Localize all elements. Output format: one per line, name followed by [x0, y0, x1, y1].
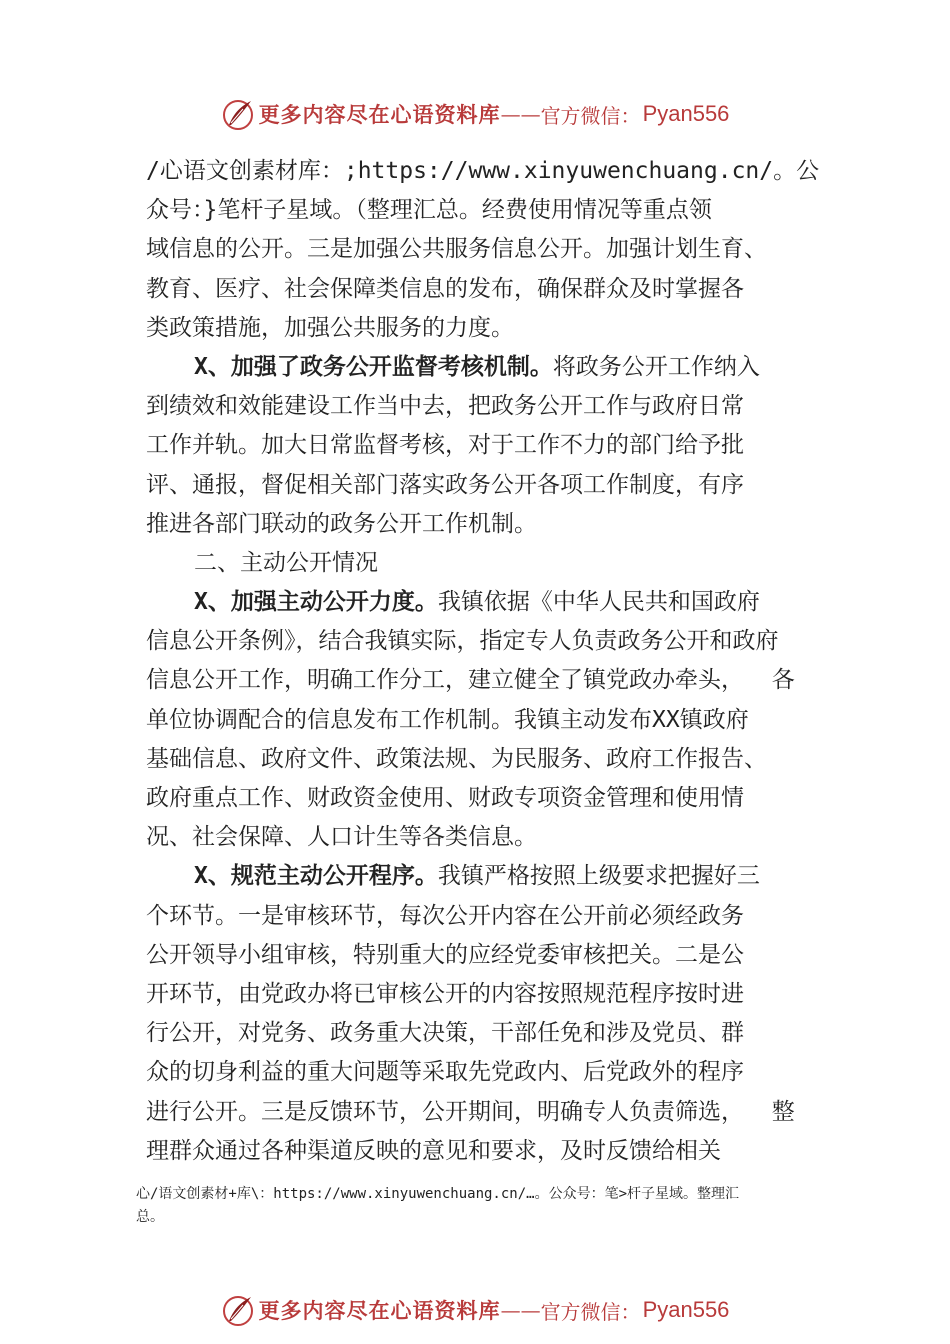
banner-label: 官方微信： — [540, 103, 641, 128]
line-text: 推进各部门联动的政务公开工作机制。 — [146, 510, 537, 537]
paragraph-line — [146, 309, 836, 348]
paragraph-line — [146, 505, 836, 544]
line-text: 单位协调配合的信息发布工作机制。我镇主动发布XX镇政府 — [146, 706, 749, 733]
quill-logo-icon — [221, 1293, 255, 1327]
paragraph-line — [146, 230, 836, 269]
line-text: 个环节。一是审核环节，每次公开内容在公开前必须经政务 — [146, 902, 744, 929]
paragraph-line — [146, 426, 836, 465]
banner-wechat-id: Pyan556 — [642, 101, 730, 126]
footer-banner — [0, 1288, 950, 1332]
line-text: 信息公开条例》，结合我镇实际，指定专人负责政务公开和政府 — [146, 628, 779, 655]
paragraph-line — [146, 583, 836, 622]
paragraph-line — [146, 1014, 836, 1053]
bold-heading: X、规范主动公开程序。 — [194, 863, 438, 890]
paragraph-line — [146, 779, 836, 818]
bold-heading: X、加强了政务公开监督考核机制。 — [194, 353, 553, 380]
paragraph-line — [146, 270, 836, 309]
line-text: 政府重点工作、财政资金使用、财政专项资金管理和使用情 — [146, 785, 744, 811]
paragraph-line — [146, 466, 836, 505]
line-text: 到绩效和效能建设工作当中去，把政务公开工作与政府日常 — [146, 393, 744, 420]
page-footer — [136, 1183, 836, 1229]
paragraph-line — [146, 622, 836, 661]
line-text: 我镇依据《中华人民共和国政府 — [437, 589, 760, 616]
line-text: 我镇严格按照上级要求把握好三 — [437, 863, 760, 890]
paragraph-line — [146, 897, 836, 936]
banner-separator: —— — [500, 102, 541, 126]
paragraph-line — [146, 348, 836, 387]
paragraph-line — [146, 1132, 836, 1171]
line-text: 公开领导小组审核，特别重大的应经党委审核把关。二是公 — [146, 941, 744, 968]
line-text: 况、社会保障、人口计生等各类信息。 — [146, 824, 537, 851]
line-text: 信息公开工作，明确工作分工，建立健全了镇党政办牵头， 各 — [146, 667, 795, 694]
paragraph-line — [146, 1093, 836, 1132]
paragraph-line — [146, 387, 836, 426]
paragraph-line — [146, 191, 836, 230]
paragraph-line — [146, 1053, 836, 1092]
paragraph-line — [146, 936, 836, 975]
line-text: 开环节，由党政办将已审核公开的内容按照规范程序按时进 — [146, 980, 744, 1007]
paragraph-line — [146, 975, 836, 1014]
line-text: 域信息的公开。三是加强公共服务信息公开。加强计划生育、 — [146, 236, 767, 263]
paragraph-line — [146, 544, 836, 583]
line-text: 行公开，对党务、政务重大决策，干部任免和涉及党员、群 — [146, 1020, 744, 1047]
footer-line-1: 心/语文创素材+库\：https://www.xinyuwenchuang.cn/…。公众号：笔>杆子星域。整理汇 — [136, 1186, 740, 1202]
banner-title: 更多内容尽在心语资料库 — [258, 1298, 501, 1323]
banner-title: 更多内容尽在心语资料库 — [258, 102, 501, 127]
line-text: 进行公开。三是反馈环节，公开期间，明确专人负责筛选， 整 — [146, 1098, 795, 1125]
line-text: 理群众通过各种渠道反映的意见和要求，及时反馈给相关 — [146, 1137, 721, 1164]
bold-heading: X、加强主动公开力度。 — [194, 589, 438, 616]
document-body — [146, 152, 836, 1171]
quill-logo-icon — [221, 97, 255, 131]
line-text: /心语文创素材库：;https://www.xinyuwenchuang.cn/。公 — [146, 158, 820, 184]
banner-wechat-id: Pyan556 — [642, 1297, 730, 1322]
paragraph-line — [146, 661, 836, 700]
line-text: 教育、医疗、社会保障类信息的发布，确保群众及时掌握各 — [146, 275, 744, 302]
line-text: 将政务公开工作纳入 — [552, 353, 760, 380]
line-text: 类政策措施，加强公共服务的力度。 — [146, 314, 514, 341]
banner-label: 官方微信： — [540, 1299, 641, 1324]
line-text: 工作并轨。加大日常监督考核，对于工作不力的部门给予批 — [146, 432, 744, 459]
line-text: 基础信息、政府文件、政策法规、为民服务、政府工作报告、 — [146, 745, 767, 772]
line-text: 众的切身利益的重大问题等采取先党政内、后党政外的程序 — [146, 1059, 744, 1086]
line-text: 众号：}笔杆子星域。（整理汇总。经费使用情况等重点领 — [146, 197, 712, 224]
banner-separator: —— — [500, 1298, 541, 1322]
paragraph-line — [146, 818, 836, 857]
header-banner — [0, 92, 950, 136]
paragraph-line — [146, 857, 836, 896]
paragraph-line — [146, 152, 836, 191]
line-text: 二、主动公开情况 — [194, 549, 378, 576]
paragraph-line — [146, 701, 836, 740]
line-text: 评、通报，督促相关部门落实政务公开各项工作制度，有序 — [146, 471, 744, 498]
paragraph-line — [146, 740, 836, 779]
footer-line-2: 总。 — [136, 1209, 164, 1225]
